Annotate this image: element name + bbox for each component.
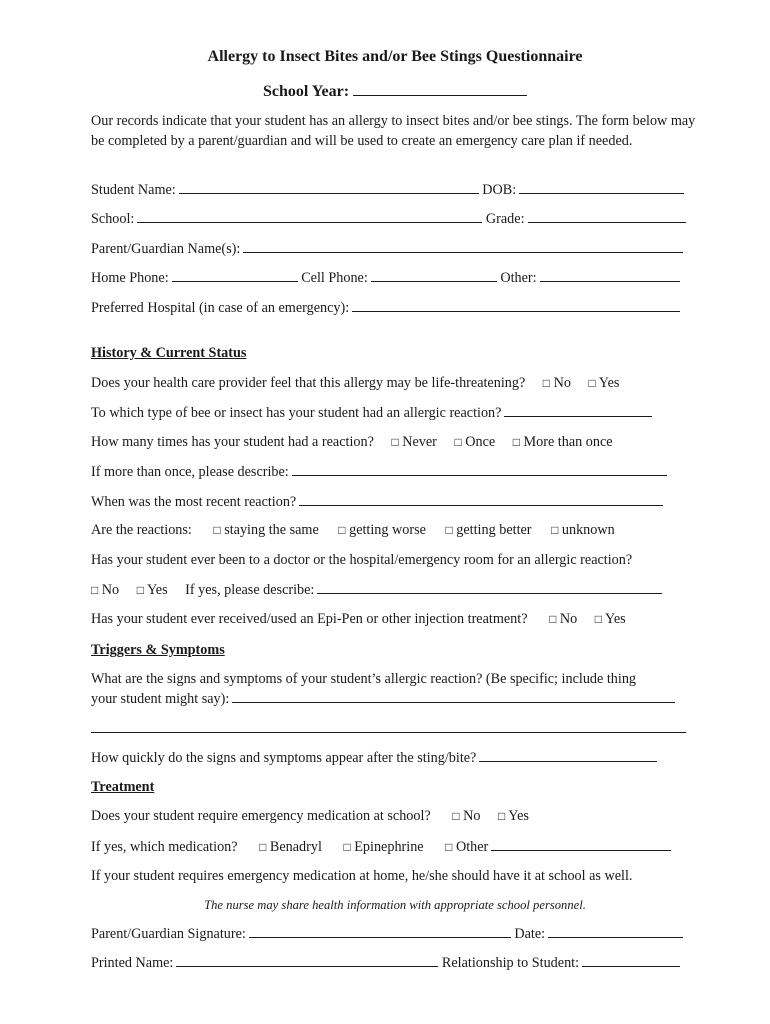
checkbox-icon: □ <box>497 809 506 823</box>
symptoms-extra-row <box>91 720 686 738</box>
dob-label: DOB: <box>482 182 517 198</box>
date-field[interactable] <box>548 925 683 938</box>
checkbox-icon: □ <box>454 435 462 449</box>
printed-name-row <box>91 954 680 972</box>
parent-names-label: Parent/Guardian Name(s): <box>91 241 241 257</box>
hospital-field[interactable] <box>352 299 680 312</box>
grade-label: Grade: <box>485 211 525 227</box>
history-q6-label: Are the reactions: <box>91 522 192 538</box>
checkbox-icon: □ <box>91 583 99 597</box>
grade-field[interactable] <box>528 210 686 223</box>
home-phone-label: Home Phone: <box>91 270 169 286</box>
option-label: Other <box>455 839 489 855</box>
history-q2-row <box>91 404 652 422</box>
q6-unknown-checkbox[interactable] <box>551 522 615 539</box>
school-field[interactable] <box>137 210 482 223</box>
q3-once-checkbox[interactable] <box>454 434 495 451</box>
option-label: No <box>101 582 120 598</box>
checkbox-icon: □ <box>338 523 346 537</box>
cell-phone-label: Cell Phone: <box>301 270 368 286</box>
treatment-q2-row <box>91 838 671 856</box>
hospital-label: Preferred Hospital (in case of an emergency): <box>91 300 350 316</box>
parent-names-field[interactable] <box>243 240 683 253</box>
form-title: Allergy to Insect Bites and/or Bee Stings Questionnaire <box>207 48 583 65</box>
checkbox-icon: □ <box>391 435 399 449</box>
q6-better-checkbox[interactable] <box>445 522 531 539</box>
option-label: getting better <box>456 522 532 538</box>
treatment-q1-row <box>91 808 529 825</box>
option-label: Once <box>465 434 496 450</box>
checkbox-icon: □ <box>551 523 559 537</box>
signature-row <box>91 925 683 943</box>
printed-name-field[interactable] <box>176 954 438 967</box>
school-year-row <box>0 82 770 101</box>
school-year-label: School Year: <box>262 83 350 100</box>
student-name-field[interactable] <box>179 181 479 194</box>
checkbox-icon: □ <box>549 612 557 626</box>
parent-row <box>91 240 683 258</box>
school-year-field[interactable] <box>353 82 527 96</box>
checkbox-icon: □ <box>452 809 460 823</box>
option-label: Yes <box>605 611 626 627</box>
hospital-row <box>91 299 680 317</box>
symptoms-field[interactable] <box>232 690 675 703</box>
q3-never-checkbox[interactable] <box>391 434 436 451</box>
describe-reactions-field[interactable] <box>292 463 667 476</box>
student-name-row <box>91 181 684 199</box>
treatment-no-checkbox[interactable] <box>452 808 480 825</box>
history-q4-label: If more than once, please describe: <box>91 464 289 480</box>
option-label: No <box>463 808 481 824</box>
triggers-q1-line2-row <box>91 690 675 708</box>
checkbox-icon: □ <box>512 435 520 449</box>
history-q8-label: Has your student ever received/used an Epi-Pen or other injection treatment? <box>91 611 528 627</box>
option-label: Benadryl <box>269 839 322 855</box>
checkbox-icon: □ <box>259 840 267 854</box>
option-label: staying the same <box>224 522 319 538</box>
triggers-q1-line1: What are the signs and symptoms of your student’s allergic reaction? (Be specific; include thing <box>91 671 637 687</box>
history-q5-row <box>91 493 663 511</box>
option-label: Never <box>402 434 437 450</box>
other-phone-field[interactable] <box>540 269 680 282</box>
history-q8-row <box>91 611 626 628</box>
option-label: Yes <box>598 375 620 391</box>
insect-type-field[interactable] <box>504 404 652 417</box>
checkbox-icon: □ <box>213 523 221 537</box>
q3-more-checkbox[interactable] <box>513 434 613 451</box>
other-med-field[interactable] <box>491 838 671 851</box>
treatment-yes-checkbox[interactable] <box>498 808 529 825</box>
q7-describe-field[interactable] <box>317 581 662 594</box>
history-heading: History & Current Status <box>91 345 247 361</box>
treatment-q1-label: Does your student require emergency medication at school? <box>91 808 431 824</box>
epinephrine-checkbox[interactable] <box>343 839 423 856</box>
treatment-heading: Treatment <box>91 779 155 795</box>
option-label: Epinephrine <box>354 839 424 855</box>
checkbox-icon: □ <box>542 376 551 390</box>
q7-no-checkbox[interactable] <box>91 582 119 599</box>
symptom-speed-field[interactable] <box>479 749 657 762</box>
checkbox-icon: □ <box>343 840 351 854</box>
treatment-q2-label: If yes, which medication? <box>91 839 238 855</box>
privacy-note: The nurse may share health information with appropriate school personnel. <box>204 898 586 912</box>
school-row <box>91 210 686 228</box>
printed-name-label: Printed Name: <box>91 955 174 971</box>
other-phone-label: Other: <box>500 270 537 286</box>
triggers-q2-row <box>91 749 657 767</box>
q8-yes-checkbox[interactable] <box>595 611 626 628</box>
option-label: Yes <box>146 582 168 598</box>
history-q2-label: To which type of bee or insect has your student had an allergic reaction? <box>91 405 502 421</box>
other-med-checkbox[interactable] <box>445 839 488 856</box>
history-q4-row <box>91 463 667 481</box>
history-q6-row <box>91 522 615 539</box>
treatment-q3: If your student requires emergency medication at home, he/she should have it at school as well. <box>91 868 633 884</box>
recent-reaction-field[interactable] <box>299 493 663 506</box>
history-q7-answer-row <box>91 581 662 599</box>
history-q1-row <box>91 375 619 392</box>
signature-field[interactable] <box>249 925 511 938</box>
phone-row <box>91 269 680 287</box>
triggers-q2-label: How quickly do the signs and symptoms appear after the sting/bite? <box>91 750 477 766</box>
checkbox-icon: □ <box>136 583 144 597</box>
cell-phone-field[interactable] <box>371 269 497 282</box>
dob-field[interactable] <box>519 181 684 194</box>
option-label: More than once <box>523 434 613 450</box>
intro-paragraph: Our records indicate that your student has an allergy to insect bites and/or bee stings. The form below may be completed by a parent/guardian and will be used to create an emergency care plan if needed. <box>91 113 696 149</box>
q1-no-checkbox[interactable] <box>543 375 571 392</box>
checkbox-icon: □ <box>445 840 453 854</box>
q6-worse-checkbox[interactable] <box>338 522 426 539</box>
signature-label: Parent/Guardian Signature: <box>91 926 246 942</box>
history-q5-label: When was the most recent reaction? <box>91 494 297 510</box>
history-q3-row <box>91 434 613 451</box>
option-label: unknown <box>561 522 615 538</box>
student-name-label: Student Name: <box>91 182 176 198</box>
symptoms-extra-field[interactable] <box>91 720 686 733</box>
history-q7-label: Has your student ever been to a doctor or the hospital/emergency room for an allergic reaction? <box>91 552 633 568</box>
relationship-field[interactable] <box>582 954 680 967</box>
checkbox-icon: □ <box>588 376 596 390</box>
school-label: School: <box>91 211 135 227</box>
q6-same-checkbox[interactable] <box>213 522 318 539</box>
q1-yes-checkbox[interactable] <box>588 375 619 392</box>
benadryl-checkbox[interactable] <box>259 839 322 856</box>
q8-no-checkbox[interactable] <box>549 611 577 628</box>
triggers-heading: Triggers & Symptoms <box>91 642 225 658</box>
checkbox-icon: □ <box>445 523 453 537</box>
option-label: No <box>559 611 578 627</box>
history-q3-label: How many times has your student had a reaction? <box>91 434 374 450</box>
q7-yes-checkbox[interactable] <box>137 582 168 599</box>
home-phone-field[interactable] <box>172 269 298 282</box>
date-label: Date: <box>514 926 546 942</box>
history-q1-label: Does your health care provider feel that this allergy may be life-threatening? <box>91 375 526 391</box>
relationship-label: Relationship to Student: <box>441 955 580 971</box>
q7-describe-label: If yes, please describe: <box>185 582 315 598</box>
triggers-q1-line2: your student might say): <box>91 691 230 707</box>
option-label: Yes <box>508 808 529 824</box>
option-label: No <box>553 375 571 391</box>
checkbox-icon: □ <box>594 612 602 626</box>
option-label: getting worse <box>349 522 426 538</box>
